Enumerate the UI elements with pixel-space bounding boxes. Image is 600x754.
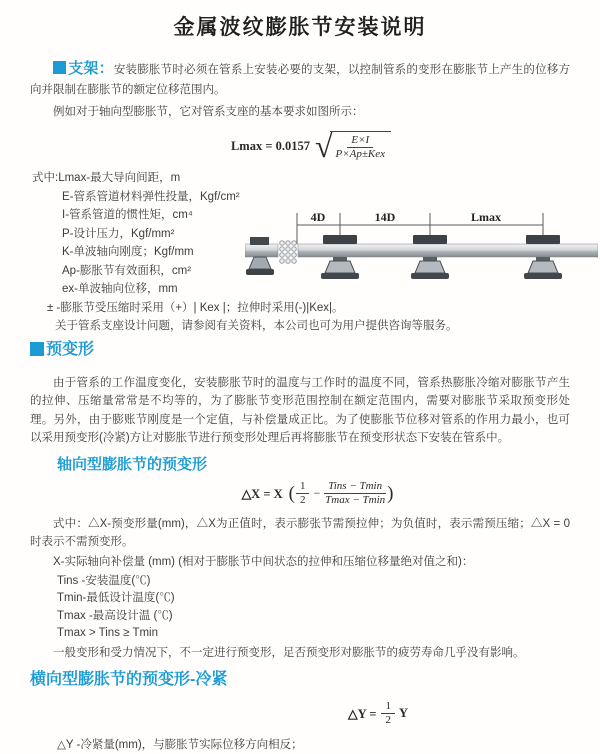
- dim-label-14d: 14D: [374, 210, 396, 224]
- bellows-icon: [280, 241, 297, 264]
- open-paren: (: [288, 483, 295, 505]
- formula-lmax: [30, 127, 570, 165]
- temperature-definitions: [30, 573, 570, 643]
- predeform-heading: [30, 339, 570, 361]
- support-heading: [53, 60, 114, 77]
- blue-square-icon: [30, 342, 44, 356]
- formula-delta-y: [30, 699, 570, 729]
- fraction-denominator: 2: [299, 494, 306, 507]
- definition-line: Tmax > Tins ≥ Tmin: [57, 627, 158, 640]
- fraction-numerator: 1: [296, 480, 310, 494]
- support-example-line: 例如对于轴向型膨胀节，它对管系支座的基本要求如图所示：: [53, 106, 364, 118]
- predeform-paragraph: 由于管系的工作温度变化，安装膨胀节时的温度与工作时的温度不同，管系热膨胀冷缩对膨胀节产生的拉伸、压缩量常常是不均等的，为了膨胀节变形范围控制在额定范围内，需要对膨胀节采取预变形处理。另外，由于膨账节刚度是一个定值，与补偿量成正比。为了使膨胀节位移对管系的作用力最小，也可以采用预变形(冷紧)方让对膨胀节进行预变形处理后再将膨胀节在预变形状态下安装在管系中。: [30, 376, 570, 445]
- radicand: [330, 131, 392, 161]
- support-paragraph: [30, 59, 570, 100]
- fraction: [336, 134, 386, 161]
- fraction-denominator: 2: [385, 714, 391, 727]
- definition-line: E-管系管道材料弹性投量，Kgf/cm²: [62, 190, 240, 203]
- support-note-line: 关于管系支座设计问题，请参阅有关资料，本公司也可为用户提供咨询等服务。: [55, 320, 458, 332]
- predeform-heading-label: 预变形: [46, 340, 95, 358]
- definition-line: ± -膨胀节受压缩时采用（+）| Kex |；拉伸时采用(-)|Kex|。: [47, 301, 344, 314]
- axial-heading: 轴向型膨胀节的预变形: [57, 455, 208, 473]
- definition-line: Ap-膨胀节有效面积，cm²: [62, 264, 192, 277]
- formula-lmax-lhs: Lmax = 0.0157: [230, 138, 310, 153]
- close-paren: ): [387, 483, 394, 505]
- support-heading-label: 支架：: [68, 60, 114, 77]
- fraction-half: [296, 480, 310, 507]
- dim-label-lmax: Lmax: [471, 210, 501, 224]
- page-title: 金属波纹膨胀节安装说明: [173, 16, 427, 39]
- fraction-half: [381, 700, 395, 727]
- pipe: [298, 244, 598, 257]
- axial-paragraph-1: 式中：△X-预变形量(mm)，△X为正值时，表示膨张节需预拉伸；为负值时，表示需预压缩；△X = 0时表示不需预变形。: [30, 517, 570, 549]
- fraction-numerator: Tins − Tmin: [324, 480, 386, 494]
- pipe-support-diagram-svg: [245, 207, 598, 302]
- fraction-denominator: Tmax − Tmin: [325, 494, 386, 507]
- definition-line: Tmin-最低设计温度(℃): [57, 592, 175, 605]
- minus-operator: −: [313, 486, 321, 501]
- sqrt-symbol: √: [314, 128, 333, 164]
- axial-note-line: 一般变形和受力情况下，不一定进行预变形，足否预变形对膨胀节的疲劳寿命几乎没有影响。: [53, 646, 525, 659]
- definition-line: Tmax -最高设计温 (℃): [57, 609, 173, 622]
- definition-line: Tins -安装温度(℃): [57, 574, 151, 587]
- formula-delta-x: [30, 477, 570, 511]
- fraction-denominator: P×Ap±Kex: [335, 148, 386, 160]
- document-page: [0, 14, 600, 751]
- formula-delta-y-rhs: Y: [398, 706, 408, 721]
- formula-delta-x-lhs: △X = X: [241, 486, 283, 501]
- definition-line: K-单波轴向刚度；Kgf/mm: [62, 246, 194, 258]
- radical-expression: [314, 128, 391, 164]
- fraction-numerator: E×I: [347, 134, 373, 148]
- pipe-support-diagram: [245, 207, 598, 302]
- fraction-temperature: [324, 480, 386, 507]
- definition-line: ex-单波轴向位移，mm: [62, 283, 178, 295]
- lateral-paragraph: △Y -冷紧量(mm)，与膨胀节实际位移方向相反；: [57, 738, 303, 751]
- fraction-numerator: 1: [381, 700, 395, 714]
- formula-delta-y-lhs: △Y =: [348, 706, 377, 721]
- axial-paragraph-2: X-实际轴向补偿量 (mm) (相对于膨胀节中间状态的拉伸和压缩位移量绝对值之和)：: [53, 555, 474, 568]
- blue-square-icon: [53, 61, 66, 74]
- pipe-stub: [245, 244, 278, 257]
- definition-line: I-管系管道的惯性矩，cm⁴: [62, 209, 193, 221]
- definition-line: 式中:Lmax-最大导向间距，m: [32, 172, 181, 184]
- definition-line: P-设计压力，Kgf/mm²: [62, 227, 175, 240]
- lateral-heading: 横向型膨胀节的预变形-冷紧: [30, 670, 228, 688]
- support-intro-text: 安装膨胀节时必须在管系上安装必要的支架，以控制管系的变形在膨胀节上产生的位移方向并限制在膨胀节的额定位移范围内。: [30, 64, 570, 96]
- dim-label-4d: 4D: [310, 210, 326, 224]
